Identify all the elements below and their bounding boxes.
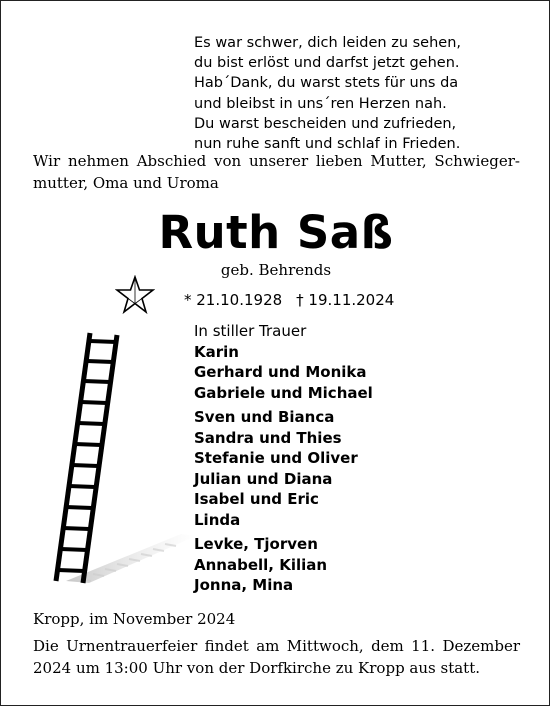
life-dates xyxy=(184,289,408,311)
mourner-name: Stefanie und Oliver xyxy=(194,449,358,467)
ladder-illustration xyxy=(31,331,201,591)
intro-text: Wir nehmen Abschied von unserer lieben Mutter, Schwieger-mutter, Oma und Uroma xyxy=(33,152,520,192)
poem-line: Du warst bescheiden und zufrieden, xyxy=(194,115,457,132)
service-info: Die Urnentrauerfeier findet am Mittwoch, dem 11. Dezember 2024 um 13:00 Uhr von der Dorfkirche zu Kropp aus statt. xyxy=(33,637,520,677)
mourner-name: Gerhard und Monika xyxy=(194,363,367,381)
mourner-name: Julian und Diana xyxy=(194,469,333,488)
mourner-name: Gabriele und Michael xyxy=(194,383,373,402)
death-date: † 19.11.2024 xyxy=(296,291,395,309)
star-icon xyxy=(115,275,155,315)
poem-line: nun ruhe sanft und schlaf in Frieden. xyxy=(194,136,461,153)
poem-line: Es war schwer, dich leiden zu sehen, xyxy=(194,35,462,51)
mourner-name: Sven und Bianca xyxy=(194,408,335,426)
mourners-list xyxy=(194,321,373,596)
deceased-name: Ruth Saß xyxy=(158,206,394,259)
mourner-name: Sandra und Thies xyxy=(194,428,342,447)
mourner-name: Linda xyxy=(194,510,241,529)
mourner-name: Jonna, Mina xyxy=(194,576,294,594)
mourner-name: Isabel und Eric xyxy=(194,490,319,508)
poem xyxy=(194,33,461,154)
mourner-name: Annabell, Kilian xyxy=(194,555,328,574)
mourners-label: In stiller Trauer xyxy=(194,322,307,340)
mourner-name: Karin xyxy=(194,342,239,361)
poem-line: du bist erlöst und darfst jetzt gehen. xyxy=(194,55,460,72)
place-date: Kropp, im November 2024 xyxy=(33,610,236,628)
poem-line: Hab´Dank, du warst stets für uns da xyxy=(194,75,459,92)
mourner-name: Levke, Tjorven xyxy=(194,535,318,553)
poem-line: und bleibst in uns´ren Herzen nah. xyxy=(194,95,447,112)
maiden-name: geb. Behrends xyxy=(220,261,332,279)
birth-date: * 21.10.1928 xyxy=(184,291,283,309)
